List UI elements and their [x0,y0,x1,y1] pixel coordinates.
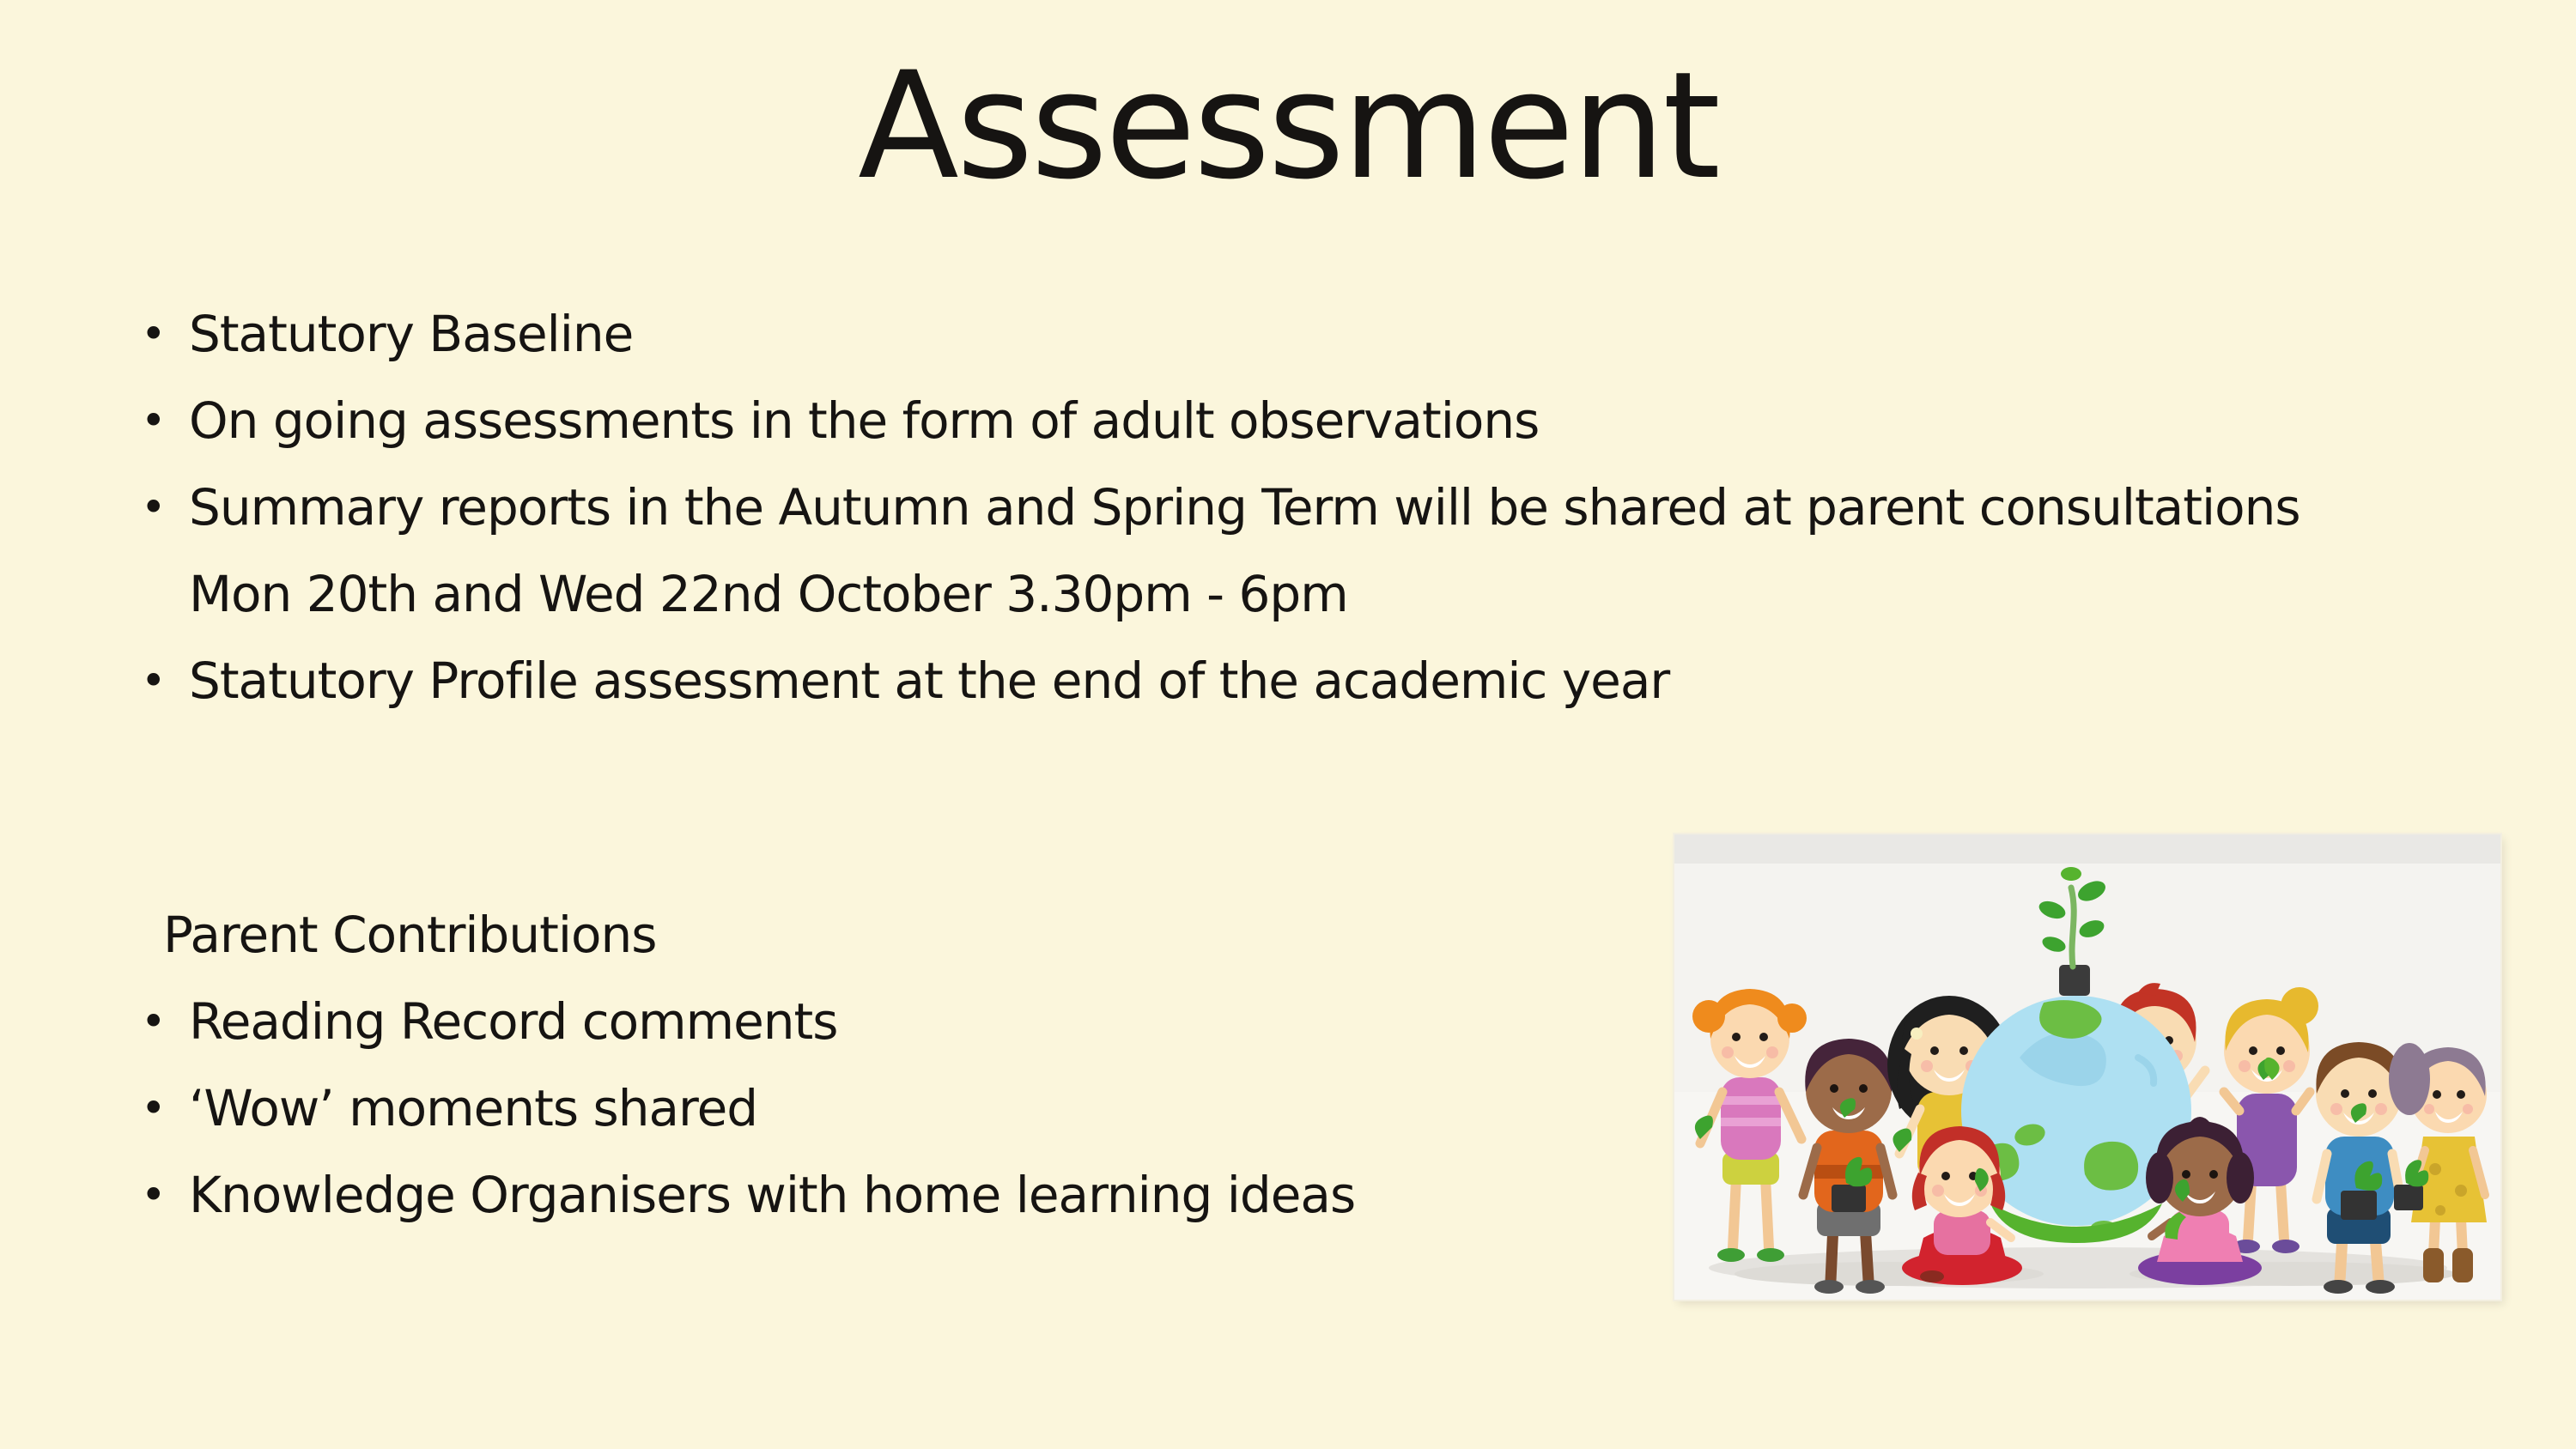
bullet-icon: • [141,308,167,359]
list-item [129,1151,1355,1238]
list-item [129,464,2300,550]
list-item [129,377,2300,464]
list-item-text: Reading Record comments [189,991,838,1051]
list-item [129,1064,1355,1151]
section-heading-text: Parent Contributions [163,905,657,964]
bullet-icon: • [141,655,167,706]
list-item-text: On going assessments in the form of adult observations [189,391,1540,450]
list-item [129,637,2300,724]
list-item-text: Mon 20th and Wed 22nd October 3.30pm - 6pm [189,564,1348,623]
bullet-icon: • [141,482,167,532]
list-item-text: Statutory Baseline [189,304,634,363]
section-heading [129,891,1355,978]
bullet-icon: • [141,996,167,1046]
bullet-icon: • [141,395,167,446]
list-item [129,978,1355,1064]
assessment-bullet-list [129,290,2300,724]
children-globe-illustration-svg [1674,834,2500,1300]
page-title: Assessment [858,39,1718,212]
children-globe-illustration [1674,834,2500,1300]
list-item-continuation [129,550,2300,637]
list-item-text: ‘Wow’ moments shared [189,1078,758,1137]
bullet-icon: • [141,1082,167,1133]
bullet-icon: • [141,1169,167,1220]
list-item [129,290,2300,377]
list-item-text: Knowledge Organisers with home learning ideas [189,1165,1356,1224]
list-item-text: Summary reports in the Autumn and Spring Term will be shared at parent consultations [189,477,2300,537]
list-item-text: Statutory Profile assessment at the end of the academic year [189,651,1670,710]
parent-contributions-section [129,891,1355,1238]
